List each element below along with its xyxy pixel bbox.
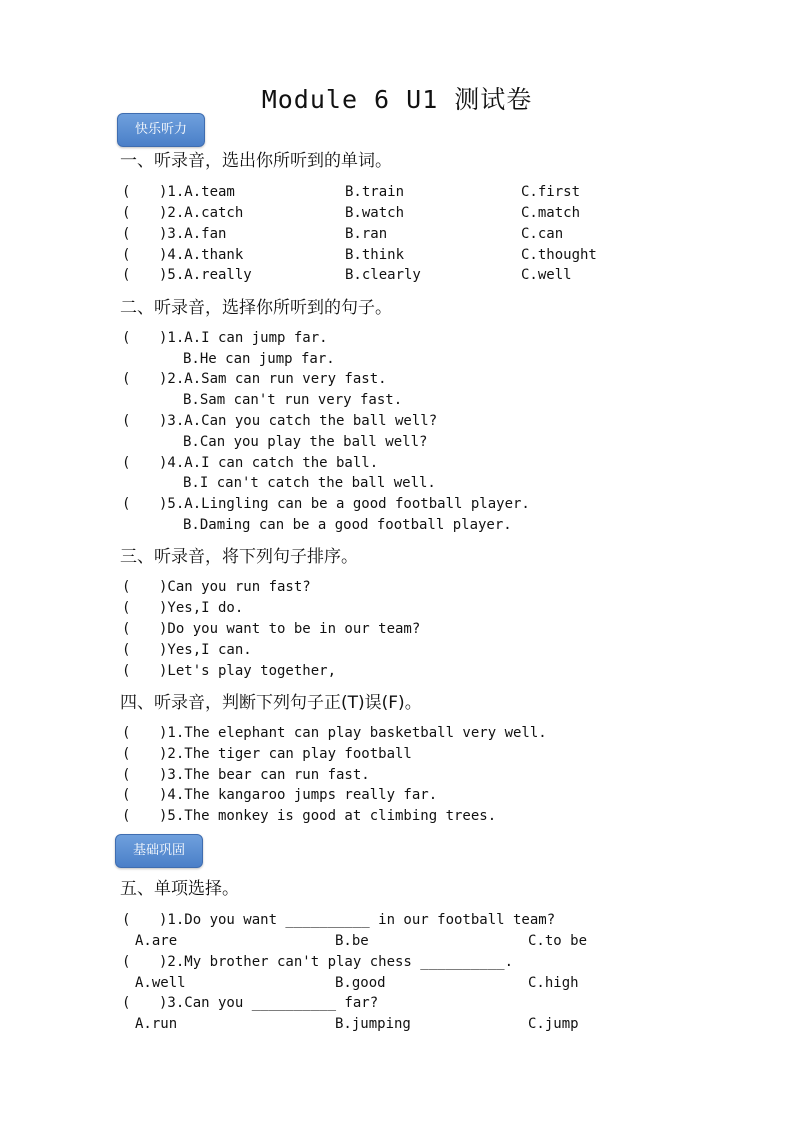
- answer-bracket: (: [122, 600, 131, 616]
- sentence-option-a: )1.A.I can jump far.: [159, 330, 328, 346]
- true-false-statement: )3.The bear can run fast.: [159, 767, 370, 783]
- sentence-option-a: )2.A.Sam can run very fast.: [159, 371, 387, 387]
- question-option-c: C.first: [521, 184, 581, 200]
- true-false-statement: )2.The tiger can play football: [159, 746, 412, 762]
- answer-bracket: (: [122, 725, 131, 741]
- true-false-statement: )5.The monkey is good at climbing trees.: [159, 808, 497, 824]
- order-sentence: )Let's play together,: [159, 663, 337, 679]
- choice-option-b: B.be: [335, 933, 369, 949]
- answer-bracket: (: [122, 455, 131, 471]
- answer-bracket: (: [122, 954, 131, 970]
- sentence-option-b: B.I can't catch the ball well.: [183, 475, 436, 491]
- section2-heading: 二、听录音，选择你所听到的句子。: [120, 298, 392, 318]
- choice-option-a: A.are: [135, 933, 178, 949]
- answer-bracket: (: [122, 413, 131, 429]
- answer-bracket: (: [122, 205, 131, 221]
- section1-heading: 一、听录音，选出你所听到的单词。: [120, 151, 392, 171]
- question-option-c: C.match: [521, 205, 581, 221]
- question-option-b: B.watch: [345, 205, 405, 221]
- question-option-b: B.clearly: [345, 267, 421, 283]
- question-option-c: C.well: [521, 267, 572, 283]
- sentence-option-a: )3.A.Can you catch the ball well?: [159, 413, 438, 429]
- order-sentence: )Yes,I can.: [159, 642, 252, 658]
- choice-question: )1.Do you want __________ in our football team?: [159, 912, 556, 928]
- answer-bracket: (: [122, 579, 131, 595]
- order-sentence: )Can you run fast?: [159, 579, 311, 595]
- order-sentence: )Yes,I do.: [159, 600, 244, 616]
- answer-bracket: (: [122, 746, 131, 762]
- true-false-statement: )4.The kangaroo jumps really far.: [159, 787, 438, 803]
- question-option-b: B.train: [345, 184, 405, 200]
- sentence-option-b: B.He can jump far.: [183, 351, 335, 367]
- question-option-a: )1.A.team: [159, 184, 235, 200]
- question-option-b: B.think: [345, 247, 405, 263]
- question-option-c: C.can: [521, 226, 564, 242]
- choice-question: )3.Can you __________ far?: [159, 995, 379, 1011]
- answer-bracket: (: [122, 663, 131, 679]
- answer-bracket: (: [122, 808, 131, 824]
- sentence-option-b: B.Sam can't run very fast.: [183, 392, 403, 408]
- sentence-option-a: )5.A.Lingling can be a good football player.: [159, 496, 530, 512]
- answer-bracket: (: [122, 247, 131, 263]
- answer-bracket: (: [122, 371, 131, 387]
- answer-bracket: (: [122, 912, 131, 928]
- answer-bracket: (: [122, 642, 131, 658]
- basics-badge: 基础巩固: [115, 834, 203, 868]
- listening-badge: 快乐听力: [117, 113, 205, 147]
- question-option-a: )3.A.fan: [159, 226, 227, 242]
- choice-option-b: B.good: [335, 975, 386, 991]
- choice-question: )2.My brother can't play chess __________.: [159, 954, 514, 970]
- choice-option-c: C.jump: [528, 1016, 579, 1032]
- answer-bracket: (: [122, 330, 131, 346]
- question-option-a: )2.A.catch: [159, 205, 244, 221]
- order-sentence: )Do you want to be in our team?: [159, 621, 421, 637]
- answer-bracket: (: [122, 621, 131, 637]
- answer-bracket: (: [122, 787, 131, 803]
- answer-bracket: (: [122, 226, 131, 242]
- true-false-statement: )1.The elephant can play basketball very well.: [159, 725, 547, 741]
- section5-heading: 五、单项选择。: [120, 879, 239, 899]
- answer-bracket: (: [122, 184, 131, 200]
- question-option-c: C.thought: [521, 247, 597, 263]
- question-option-b: B.ran: [345, 226, 388, 242]
- section3-heading: 三、听录音，将下列句子排序。: [120, 547, 358, 567]
- choice-option-c: C.high: [528, 975, 579, 991]
- answer-bracket: (: [122, 496, 131, 512]
- answer-bracket: (: [122, 995, 131, 1011]
- page-title: Module 6 U1 测试卷: [261, 85, 533, 114]
- sentence-option-a: )4.A.I can catch the ball.: [159, 455, 379, 471]
- choice-option-a: A.run: [135, 1016, 178, 1032]
- question-option-a: )5.A.really: [159, 267, 252, 283]
- choice-option-c: C.to be: [528, 933, 588, 949]
- sentence-option-b: B.Can you play the ball well?: [183, 434, 428, 450]
- section4-heading: 四、听录音，判断下列句子正(T)误(F)。: [120, 693, 422, 713]
- question-option-a: )4.A.thank: [159, 247, 244, 263]
- sentence-option-b: B.Daming can be a good football player.: [183, 517, 512, 533]
- choice-option-a: A.well: [135, 975, 186, 991]
- answer-bracket: (: [122, 767, 131, 783]
- answer-bracket: (: [122, 267, 131, 283]
- choice-option-b: B.jumping: [335, 1016, 411, 1032]
